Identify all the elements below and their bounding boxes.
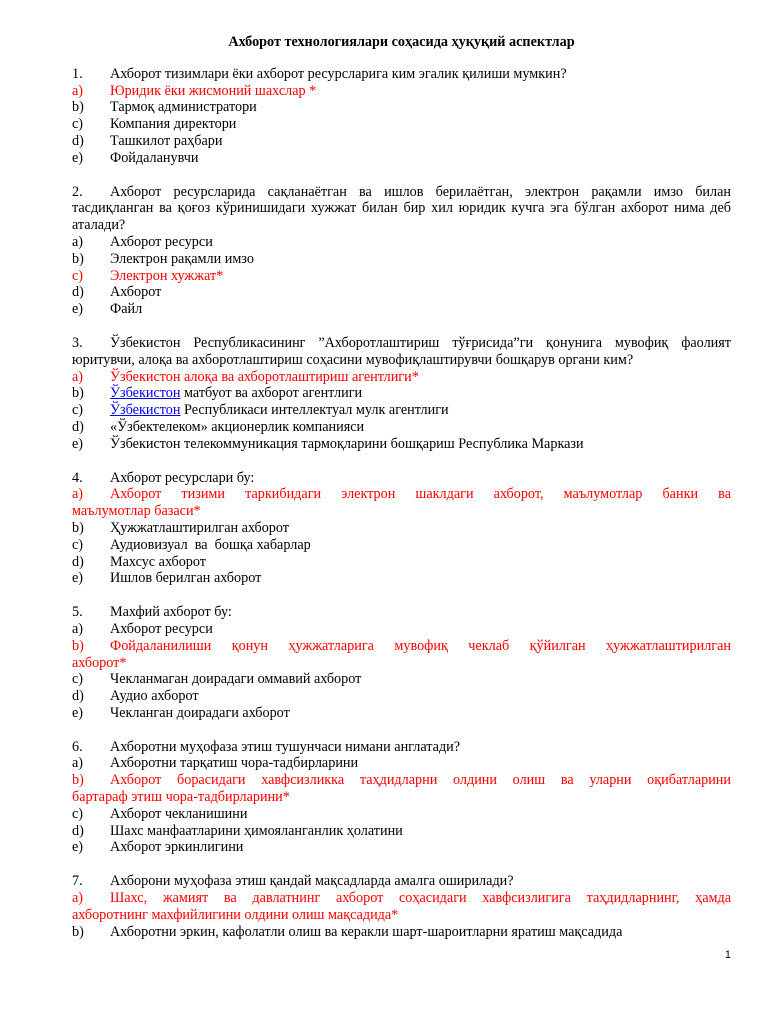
option: b) Ўзбекистон матбуот ва ахборот агентлиги	[72, 385, 363, 402]
question-7	[72, 873, 731, 940]
option: d) Ахборот	[72, 284, 162, 301]
question-4	[72, 470, 731, 588]
page-number: 1	[724, 949, 731, 961]
option-correct: b) Фойдаланилиши қонун ҳужжатларига мувофиқ чеклаб қўйилган ҳужжатлаштирилган ахборот*	[72, 637, 731, 671]
question-text: 2. Ахборот ресурсларида сақланаётган ва ишлов берилаётган, электрон рақамли имзо билан тасдиқланган ва қоғоз кўринишидаги хужжат билан бир хил юридик кучга эга бўлган ахборот нима деб аталади?	[72, 183, 731, 234]
option: d) Ташкилот раҳбари	[72, 132, 223, 149]
option: e) Чекланган доирадаги ахборот	[72, 704, 290, 721]
option: c) Ўзбекистон Республикаси интеллектуал мулк агентлиги	[72, 402, 449, 419]
option-correct: a) Ўзбекистон алоқа ва ахборотлаштириш агентлиги*	[72, 368, 419, 385]
option: b) Ҳужжатлаштирилган ахборот	[72, 519, 290, 536]
option: d) «Ўзбектелеком» акционерлик компанияси	[72, 418, 365, 435]
option-correct: b) Ахборот борасидаги хавфсизликка таҳдидларни олдини олиш ва уларни оқибатларини бартараф этиш чора-тадбирларини*	[72, 772, 731, 806]
hyperlink[interactable]: Ўзбекистон	[110, 385, 181, 402]
question-2	[72, 184, 731, 318]
question-number: 4.	[72, 469, 83, 486]
option: a) Ахборотни тарқатиш чора-тадбирларини	[72, 755, 359, 772]
option: a) Ахборот ресурси	[72, 620, 213, 637]
option: e) Фойдаланувчи	[72, 149, 199, 166]
hyperlink[interactable]: Ўзбекистон	[110, 402, 181, 419]
option: e) Файл	[72, 301, 143, 318]
option: e) Ишлов берилган ахборот	[72, 570, 262, 587]
option: e) Ахборот эркинлигини	[72, 839, 244, 856]
question-1	[72, 66, 731, 167]
question-text: Ахборотни муҳофаза этиш тушунчаси нимани англатади?	[110, 738, 461, 755]
option: b) Тармоқ администратори	[72, 99, 257, 116]
option-correct: a) Ахборот тизими таркибидаги электрон шаклдаги ахборот, маълумотлар банки ва маълумотлар базаси*	[72, 486, 731, 520]
question-number: 7.	[72, 873, 83, 890]
question-text: Ахборот тизимлари ёки ахборот ресурсларига ким эгалик қилиши мумкин?	[110, 65, 567, 82]
option: d) Шахс манфаатларини ҳимояланганлик ҳолатини	[72, 822, 403, 839]
option: c) Компания директори	[72, 116, 237, 133]
option: d) Аудио ахборот	[72, 688, 199, 705]
option: a) Ахборот ресурси	[72, 233, 213, 250]
question-3	[72, 335, 731, 453]
question-text: Ахборони муҳофаза этиш қандай мақсадларда амалга оширилади?	[110, 873, 514, 890]
question-number: 1.	[72, 65, 83, 82]
option: c) Ахборот чекланишини	[72, 805, 248, 822]
option: e) Ўзбекистон телекоммуникация тармоқларини бошқариш Республика Маркази	[72, 435, 584, 452]
document-page	[72, 34, 731, 957]
option: c) Аудиовизуал ва бошқа хабарлар	[72, 536, 311, 553]
option: b) Ахборотни эркин, кафолатли олиш ва керакли шарт-шароитларни яратиш мақсадида	[72, 923, 623, 940]
question-text: 3. Ўзбекистон Республикасининг ”Ахборотлаштириш тўғрисида”ги қонунига мувофиқ фаолият юритувчи, алоқа ва ахборотлаштириш соҳасини мувофиқлаштирувчи бошқарув органи ким?	[72, 334, 731, 368]
option: d) Махсус ахборот	[72, 553, 207, 570]
option-correct: a) Шахс, жамият ва давлатнинг ахборот соҳасидаги хавфсизлигига таҳдидларнинг, ҳамда ахборотнинг махфийлигини олдини олиш мақсадида*	[72, 890, 731, 923]
question-5	[72, 604, 731, 722]
question-6	[72, 739, 731, 857]
document-title: Ахборот технологиялари соҳасида ҳуқуқий аспектлар	[228, 34, 575, 50]
option-correct: c) Электрон хужжат*	[72, 267, 224, 284]
question-number: 5.	[72, 604, 83, 621]
option: b) Электрон рақамли имзо	[72, 250, 254, 267]
question-text: Махфий ахборот бу:	[110, 604, 232, 621]
option-correct: a) Юридик ёки жисмоний шахслар *	[72, 82, 317, 99]
question-number: 6.	[72, 738, 83, 755]
option: c) Чекланмаган доирадаги оммавий ахборот	[72, 671, 362, 688]
question-text: Ахборот ресурслари бу:	[110, 469, 255, 486]
